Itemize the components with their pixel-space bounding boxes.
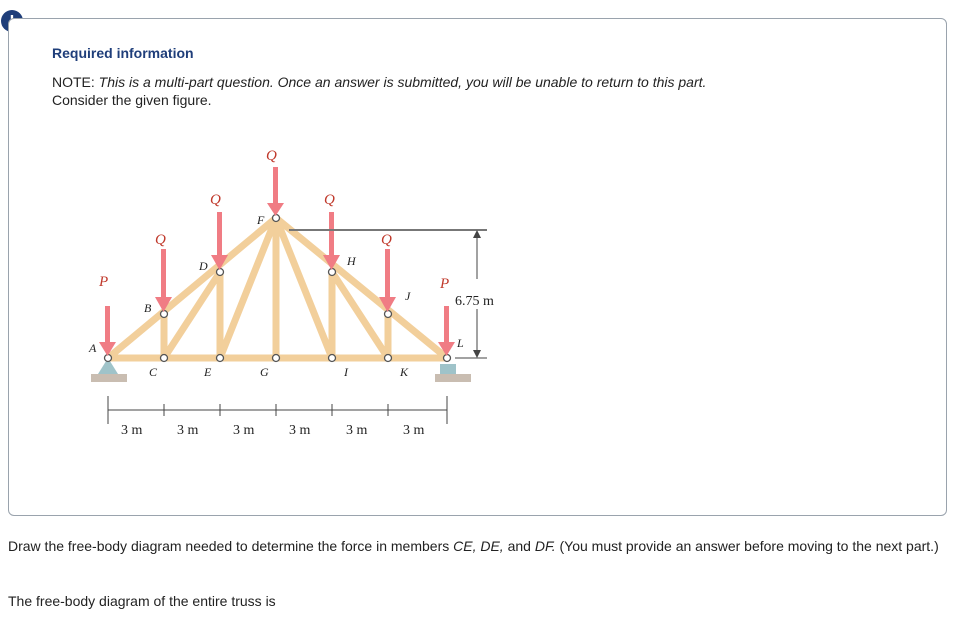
load-label-q-b: Q <box>155 232 166 248</box>
task-members: CE, DE, <box>453 538 504 554</box>
spacing-label-1: 3 m <box>121 423 143 438</box>
note-line <box>52 74 706 90</box>
task-part1: Draw the free-body diagram needed to determine the force in members <box>8 538 454 554</box>
spacing-label-6: 3 m <box>403 423 425 438</box>
load-label-p-left: P <box>99 274 109 290</box>
info-title: Required information <box>52 45 194 61</box>
roller-support-l <box>440 364 456 374</box>
spacing-label-4: 3 m <box>289 423 311 438</box>
task-part2: and <box>503 538 535 554</box>
joint-label-h: H <box>347 254 356 268</box>
task-instructions <box>8 538 948 555</box>
joint-label-f: F <box>257 213 265 227</box>
joint-label-c: C <box>149 365 158 379</box>
joint-label-g: G <box>260 365 269 379</box>
ground-left <box>91 374 127 382</box>
joint-label-k: K <box>400 365 409 379</box>
span-dimensions <box>108 396 447 424</box>
ground-right <box>435 374 471 382</box>
consider-text: Consider the given figure. <box>52 92 212 108</box>
required-information-panel <box>8 18 947 516</box>
joint-label-i: I <box>344 365 348 379</box>
spacing-label-5: 3 m <box>346 423 368 438</box>
load-label-q-f: Q <box>266 148 277 164</box>
note-text: This is a multi-part question. Once an answer is submitted, you will be unable to return to this part. <box>98 74 707 90</box>
truss-figure <box>79 134 499 444</box>
load-label-q-d: Q <box>210 192 221 208</box>
load-label-q-j: Q <box>381 232 392 248</box>
spacing-label-2: 3 m <box>177 423 199 438</box>
task-part3: (You must provide an answer before moving to the next part.) <box>555 538 939 554</box>
joint-label-d: D <box>199 259 208 273</box>
note-prefix: NOTE: <box>52 74 95 90</box>
joint-label-a: A <box>89 341 97 355</box>
spacing-label-3: 3 m <box>233 423 255 438</box>
joint-label-b: B <box>144 301 152 315</box>
joint-label-e: E <box>204 365 212 379</box>
fbd-prompt: The free-body diagram of the entire truss is <box>8 593 276 609</box>
joint-label-l: L <box>457 336 464 350</box>
load-label-q-h: Q <box>324 192 335 208</box>
height-label: 6.75 m <box>455 294 494 309</box>
task-member-last: DF. <box>534 538 556 554</box>
joint-label-j: J <box>405 289 411 303</box>
load-label-p-right: P <box>440 276 450 292</box>
